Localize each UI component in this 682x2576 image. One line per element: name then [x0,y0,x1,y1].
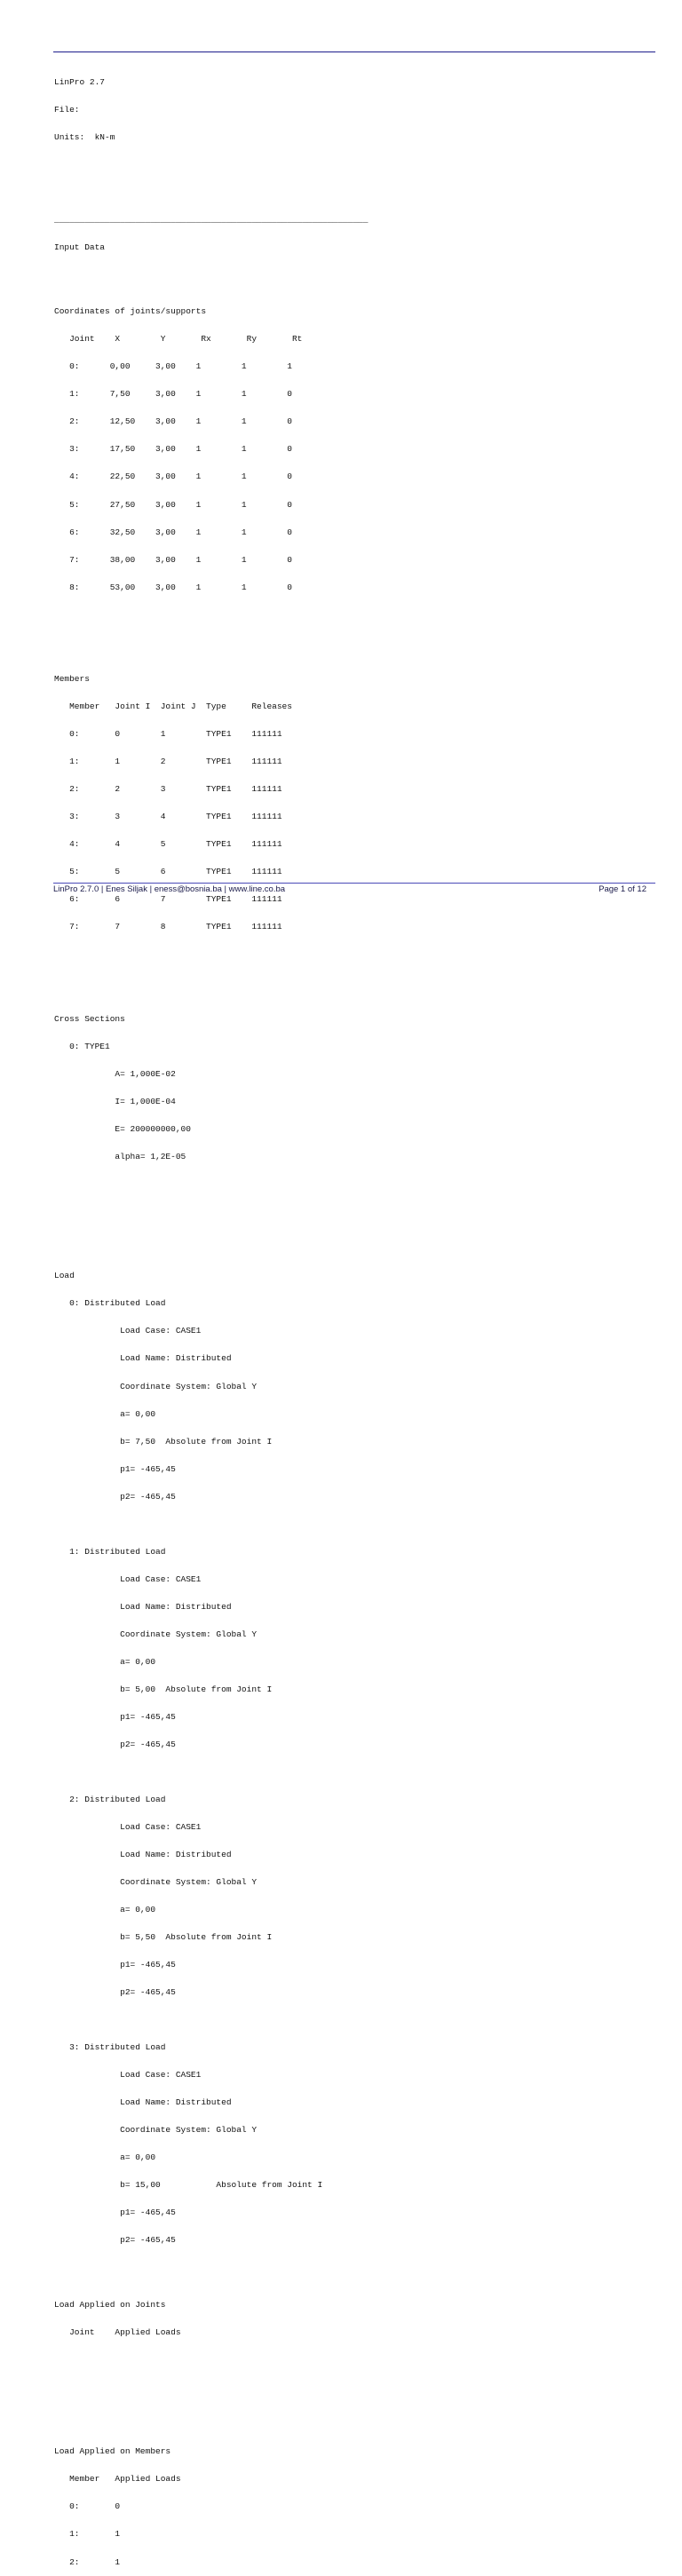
load-line: Load Case: CASE1 [54,2070,202,2081]
spacer [54,1520,658,1529]
spacer [54,2411,658,2420]
spacer [54,161,658,170]
section-divider: ______________________________________________________________ [54,214,369,225]
spacer [54,1208,658,1217]
load-line: b= 15,00 Absolute from Joint I [54,2180,323,2191]
coords-row: 1: 7,50 3,00 1 1 0 [54,389,292,400]
load-line: 1: Distributed Load [54,1546,166,1557]
members-row: 6: 6 7 TYPE1 111111 [54,894,282,905]
members-load-row: 1: 1 [54,2529,121,2540]
members-load-row: 0: 0 [54,2501,121,2512]
load-heading: Load [54,1271,75,1281]
page-number: Page 1 of 12 [599,884,646,894]
load-line: p2= -465,45 [54,1491,176,1502]
load-line: p2= -465,45 [54,2235,176,2246]
load-line: Load Case: CASE1 [54,1822,202,1832]
members-load-header: Member Applied Loads [54,2474,181,2485]
spacer [54,2016,658,2025]
coords-row: 6: 32,50 3,00 1 1 0 [54,527,292,537]
load-line: p1= -465,45 [54,2207,176,2218]
members-row: 0: 0 1 TYPE1 111111 [54,729,282,740]
spacer [54,611,658,620]
spacer [54,271,658,280]
members-table-header: Member Joint I Joint J Type Releases [54,701,292,712]
coords-heading: Coordinates of joints/supports [54,306,207,317]
input-data-heading: Input Data [54,242,106,252]
load-line: b= 7,50 Absolute from Joint I [54,1436,273,1447]
members-row: 7: 7 8 TYPE1 111111 [54,922,282,932]
spacer [54,1180,658,1189]
coords-row: 8: 53,00 3,00 1 1 0 [54,582,292,592]
coords-row: 2: 12,50 3,00 1 1 0 [54,416,292,427]
coords-row: 5: 27,50 3,00 1 1 0 [54,499,292,510]
spacer [54,1768,658,1777]
units-line: Units: kN-m [54,131,115,142]
coords-row: 7: 38,00 3,00 1 1 0 [54,554,292,565]
load-line: Load Name: Distributed [54,1353,232,1364]
cross-section-line: E= 200000000,00 [54,1123,191,1134]
load-line: p1= -465,45 [54,1711,176,1722]
members-row: 1: 1 2 TYPE1 111111 [54,757,282,767]
members-load-row: 2: 1 [54,2556,121,2567]
coords-row: 0: 0,00 3,00 1 1 1 [54,361,292,372]
load-line: 0: Distributed Load [54,1298,166,1309]
load-line: a= 0,00 [54,1656,156,1667]
members-row: 2: 2 3 TYPE1 111111 [54,784,282,795]
load-line: p2= -465,45 [54,1739,176,1749]
load-line: Load Case: CASE1 [54,1573,202,1584]
load-line: Coordinate System: Global Y [54,1877,258,1888]
load-line: a= 0,00 [54,1408,156,1419]
cross-section-line: 0: TYPE1 [54,1041,110,1051]
load-line: b= 5,50 Absolute from Joint I [54,1932,273,1943]
load-line: a= 0,00 [54,2152,156,2163]
cross-section-line: A= 1,000E-02 [54,1068,176,1079]
load-line: p1= -465,45 [54,1463,176,1474]
load-line: 2: Distributed Load [54,1794,166,1804]
cross-section-line: alpha= 1,2E-05 [54,1151,186,1161]
coords-row: 4: 22,50 3,00 1 1 0 [54,472,292,482]
program-title: LinPro 2.7 [54,76,106,87]
load-line: Load Name: Distributed [54,1850,232,1860]
load-line: Coordinate System: Global Y [54,2125,258,2136]
coords-table-header: Joint X Y Rx Ry Rt [54,334,303,345]
spacer [54,950,658,959]
members-row: 3: 3 4 TYPE1 111111 [54,812,282,822]
load-line: Load Case: CASE1 [54,1326,202,1336]
load-line: Coordinate System: Global Y [54,1381,258,1391]
load-line: Load Name: Distributed [54,2097,232,2108]
joints-load-header: Joint Applied Loads [54,2326,181,2337]
report-body [54,59,658,2576]
spacer [54,2356,658,2365]
footer-rule [53,883,655,884]
load-line: p2= -465,45 [54,1987,176,1998]
load-line: b= 5,00 Absolute from Joint I [54,1684,273,1694]
spacer [54,2383,658,2392]
members-row: 5: 5 6 TYPE1 111111 [54,867,282,877]
members-heading: Members [54,674,90,685]
coords-row: 3: 17,50 3,00 1 1 0 [54,444,292,455]
load-line: a= 0,00 [54,1905,156,1915]
spacer [54,638,658,647]
load-line: p1= -465,45 [54,1960,176,1970]
spacer [54,188,658,197]
members-load-heading: Load Applied on Members [54,2446,171,2457]
cross-sections-heading: Cross Sections [54,1013,125,1024]
spacer [54,978,658,987]
load-line: Coordinate System: Global Y [54,1629,258,1639]
load-line: 3: Distributed Load [54,2042,166,2053]
members-row: 4: 4 5 TYPE1 111111 [54,839,282,850]
joints-load-heading: Load Applied on Joints [54,2299,166,2310]
spacer [54,2264,658,2273]
spacer [54,1235,658,1244]
file-line: File: [54,104,80,115]
load-line: Load Name: Distributed [54,1601,232,1612]
cross-section-line: I= 1,000E-04 [54,1096,176,1106]
footer-credits: LinPro 2.7.0 | Enes Siljak | eness@bosnia.ba | www.line.co.ba [53,884,286,894]
